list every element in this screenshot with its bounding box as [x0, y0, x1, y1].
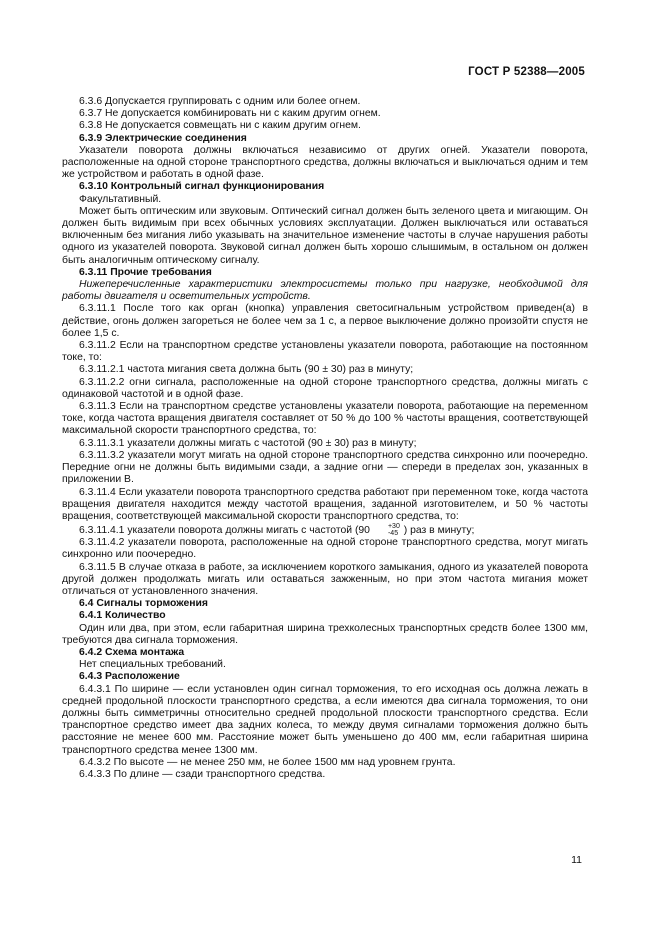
- paragraph: 6.3.11.3.2 указатели могут мигать на одной стороне транспортного средства синхронно или поочередно. Передние огни не должны быть видимыми сзади, а задние огни — спереди в пределах зон, указанных в приложении В.: [62, 449, 588, 486]
- paragraph: 6.3.11.5 В случае отказа в работе, за исключением короткого замыкания, одного из указателей поворота другой должен продолжать мигать или оставаться зажженным, но при этом частота мигания может отличаться от установленного значения.: [62, 561, 588, 597]
- tolerance-upper: +30: [387, 523, 400, 531]
- section-heading: 6.4.2 Схема монтажа: [79, 646, 185, 658]
- paragraph: Один или два, при этом, если габаритная ширина трехколесных транспортных средств более 1300 мм, требуются два сигнала торможения.: [62, 622, 588, 646]
- page-number: 11: [571, 854, 582, 866]
- paragraph: 6.3.11.2.1 частота мигания света должна быть (90 ± 30) раз в минуту;: [79, 364, 414, 376]
- section-heading: 6.3.10 Контрольный сигнал функционирования: [79, 181, 325, 193]
- paragraph: 6.3.11.2 Если на транспортном средстве установлены указатели поворота, работающие на постоянном токе, то:: [62, 340, 588, 364]
- section-heading: 6.3.9 Электрические соединения: [79, 132, 247, 144]
- section-heading: 6.3.11 Прочие требования: [79, 266, 212, 278]
- paragraph: 6.3.11.2.2 огни сигнала, расположенные на одной стороне транспортного средства, должны мигать с одинаковой частотой и в одной фазе.: [62, 376, 588, 400]
- paragraph: 6.3.11.1 После того как орган (кнопка) управления светосигнальным устройством приведен(а) в действие, огонь должен загореться не более чем за 1 с, а первое выключение должно произойти спустя не более 1,5 с.: [62, 303, 588, 339]
- paragraph: 6.3.11.3.1 указатели должны мигать с частотой (90 ± 30) раз в минуту;: [79, 437, 417, 449]
- paragraph: 6.4.3.2 По высоте — не менее 250 мм, не более 1500 мм над уровнем грунта.: [79, 756, 456, 768]
- paragraph: 6.3.11.4 Если указатели поворота транспортного средства работают при переменном токе, когда частота вращения двигателя находится между частотой вращения, заданной изготовителем, и 50 % частоты вращения, соответствующей максимальной скорости транспортного средства, то:: [62, 486, 588, 522]
- paragraph-text: ) раз в минуту;: [400, 524, 475, 536]
- section-heading: 6.4 Сигналы торможения: [79, 598, 208, 610]
- paragraph: Может быть оптическим или звуковым. Оптический сигнал должен быть зеленого цвета и мигающим. Он должен быть видимым при всех обычных условиях эксплуатации. Должен выключаться или оставаться включенным без мигания либо указывать на значительное изменение частоты в случае нарушения работы одного из указателей поворота. Звуковой сигнал должен быть хорошо слышимым, в остальном он должен быть аналогичным оптическому сигналу.: [62, 205, 588, 266]
- paragraph: 6.4.3.1 По ширине — если установлен один сигнал торможения, то его исходная ось должна лежать в средней продольной плоскости транспортного средства, а если имеются два сигнала торможения, то они должны быть симметричны относительно средней продольной плоскости транспортного средства. Если транспортное средство имеет два задних колеса, то между двумя сигналами торможения должно быть расстояние не менее 600 мм. Расстояние может быть уменьшено до 400 мм, если габаритная ширина транспортного средства менее 1300 мм.: [62, 683, 588, 756]
- section-heading: 6.4.3 Расположение: [79, 671, 180, 683]
- paragraph: [62, 523, 588, 537]
- paragraph: 6.3.11.4.2 указатели поворота, расположенные на одной стороне транспортного средства, могут мигать синхронно или поочередно.: [62, 537, 588, 561]
- paragraph: 6.3.7 Не допускается комбинировать ни с каким другим огнем.: [79, 108, 381, 120]
- document-body: [62, 96, 588, 781]
- tolerance-fraction: [371, 523, 400, 537]
- paragraph-text: 6.3.11.4.1 указатели поворота должны мигать с частотой (90: [79, 524, 370, 536]
- section-heading: 6.4.1 Количество: [79, 610, 166, 622]
- paragraph: 6.4.3.3 По длине — сзади транспортного средства.: [79, 768, 326, 780]
- paragraph: 6.3.6 Допускается группировать с одним или более огнем.: [79, 96, 361, 107]
- paragraph: 6.3.11.3 Если на транспортном средстве установлены указатели поворота, работающие на переменном токе, когда частота вращения двигателя составляет от 50 % до 100 % частоты вращения, соответствующей максимальной скорости транспортного средства, то:: [62, 401, 588, 437]
- document-code: ГОСТ Р 52388—2005: [468, 66, 585, 78]
- paragraph: Факультативный.: [79, 193, 162, 205]
- paragraph: 6.3.8 Не допускается совмещать ни с каким другим огнем.: [79, 120, 361, 132]
- paragraph: Нет специальных требований.: [79, 659, 226, 671]
- paragraph: Нижеперечисленные характеристики электросистемы только при нагрузке, необходимой для работы двигателя и осветительных устройств.: [62, 279, 588, 303]
- paragraph: Указатели поворота должны включаться независимо от других огней. Указатели поворота, расположенные на одной стороне транспортного средства, должны включаться и выключаться одним и тем же устройством и работать в одной фазе.: [62, 144, 588, 181]
- tolerance-lower: -45: [387, 530, 399, 538]
